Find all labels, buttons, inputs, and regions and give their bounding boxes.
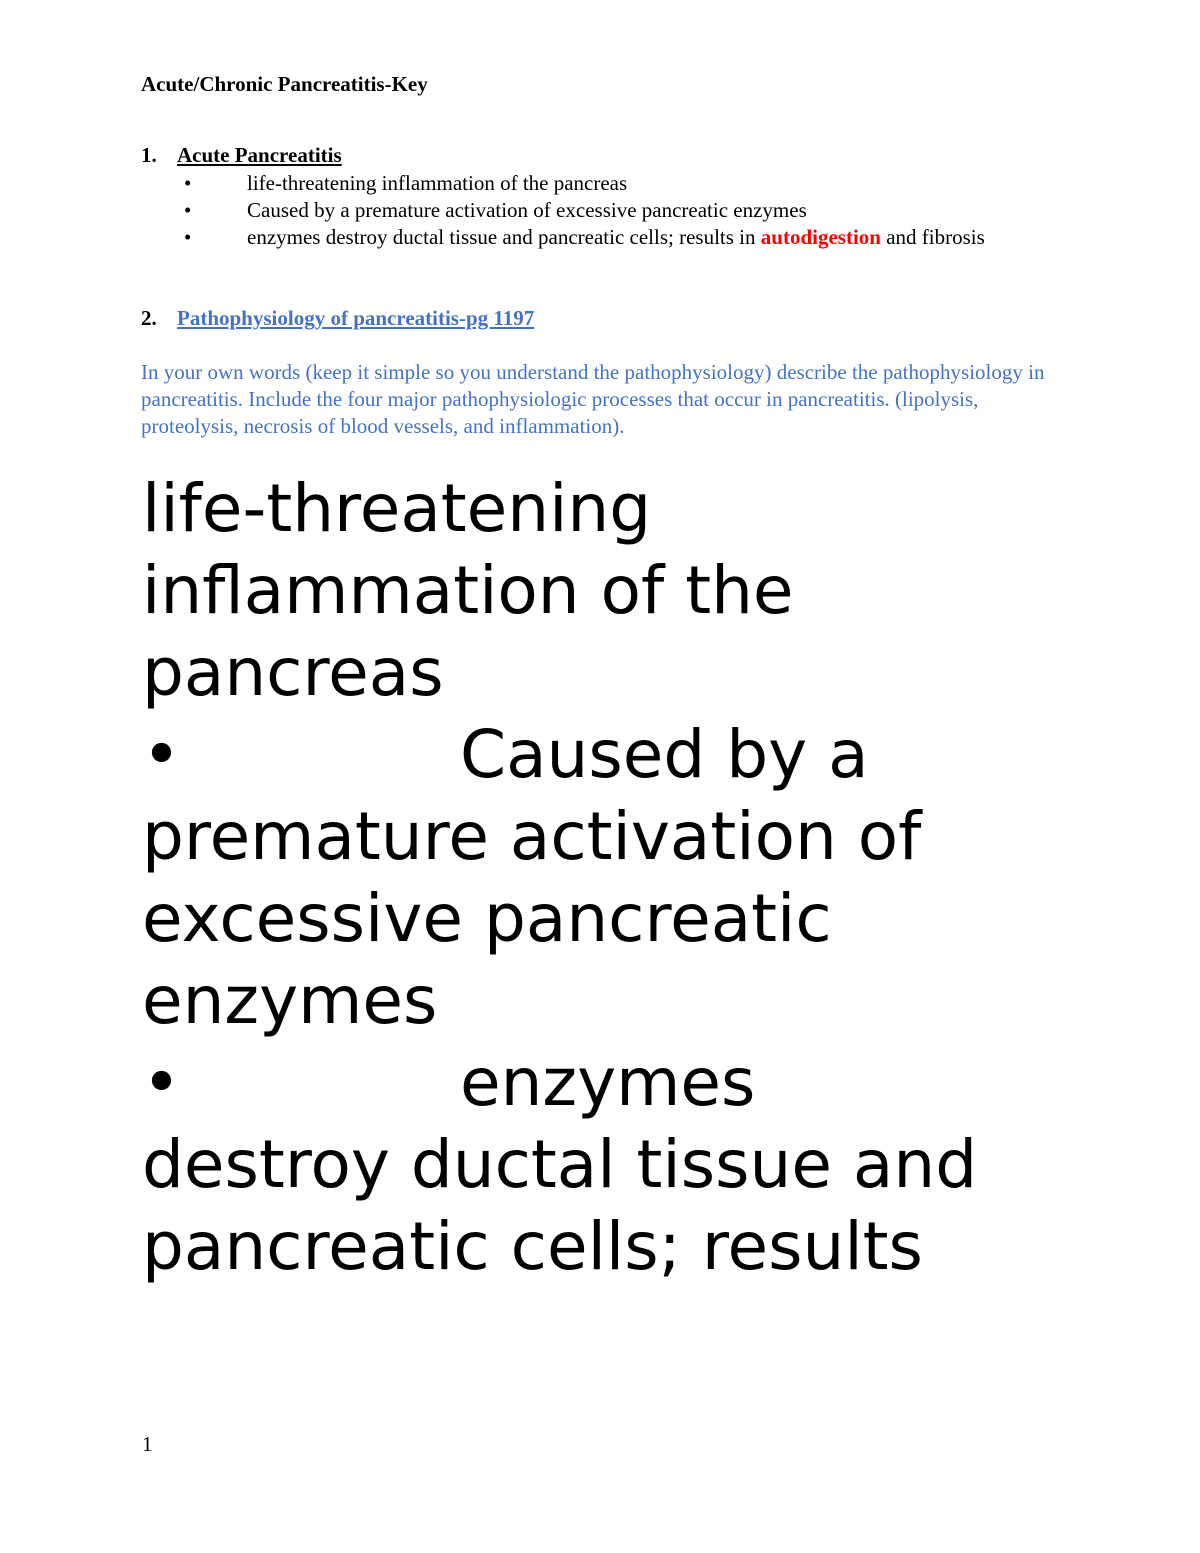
section-title: Acute Pancreatitis <box>177 143 342 167</box>
bullet-icon: • <box>184 225 192 249</box>
bullet-item <box>176 197 1056 224</box>
answer-line: excessive pancreatic <box>142 880 832 957</box>
page-number: 1 <box>142 1432 153 1456</box>
answer-line: enzymes <box>460 1044 756 1121</box>
bullet-item <box>176 224 1056 251</box>
section-heading-acute-pancreatitis <box>141 143 342 168</box>
bullet-text-after: and fibrosis <box>880 225 985 249</box>
section-heading-pathophysiology <box>141 306 534 331</box>
bullet-text: life-threatening inflammation of the pancreas <box>247 171 628 195</box>
assignment-instructions: In your own words (keep it simple so you understand the pathophysiology) describe the pathophysiology in pancreatitis. Include the four major pathophysiologic processes that occur in pancreatitis. (lipolysis, proteolysis, necrosis of blood vessels, and inflammation). <box>141 360 1045 438</box>
acute-pancreatitis-bullet-list <box>176 170 1056 251</box>
bullet-icon: • <box>142 716 181 793</box>
section-number: 1. <box>141 143 157 167</box>
bullet-icon: • <box>184 198 192 222</box>
bullet-icon: • <box>142 1044 181 1121</box>
answer-line: destroy ductal tissue and <box>142 1126 978 1203</box>
answer-line: life-threatening <box>142 470 652 547</box>
bullet-icon: • <box>184 171 192 195</box>
answer-bullet-line <box>142 714 1082 796</box>
highlighted-term: autodigestion <box>760 225 881 249</box>
answer-line: enzymes <box>142 962 438 1039</box>
answer-line: Caused by a <box>460 716 869 793</box>
section-number: 2. <box>141 306 157 330</box>
document-title: Acute/Chronic Pancreatitis-Key <box>141 72 428 96</box>
section-title-link[interactable]: Pathophysiology of pancreatitis-pg 1197 <box>177 306 535 330</box>
bullet-text-before: enzymes destroy ductal tissue and pancreatic cells; results in <box>247 225 761 249</box>
student-answer-text <box>142 468 1082 1288</box>
bullet-text: Caused by a premature activation of excessive pancreatic enzymes <box>247 198 807 222</box>
answer-bullet-line <box>142 1042 1082 1124</box>
bullet-item <box>176 170 1056 197</box>
answer-line: pancreas <box>142 634 444 711</box>
answer-line: premature activation of <box>142 798 922 875</box>
answer-line: pancreatic cells; results <box>142 1208 923 1285</box>
answer-line: inflammation of the <box>142 552 794 629</box>
